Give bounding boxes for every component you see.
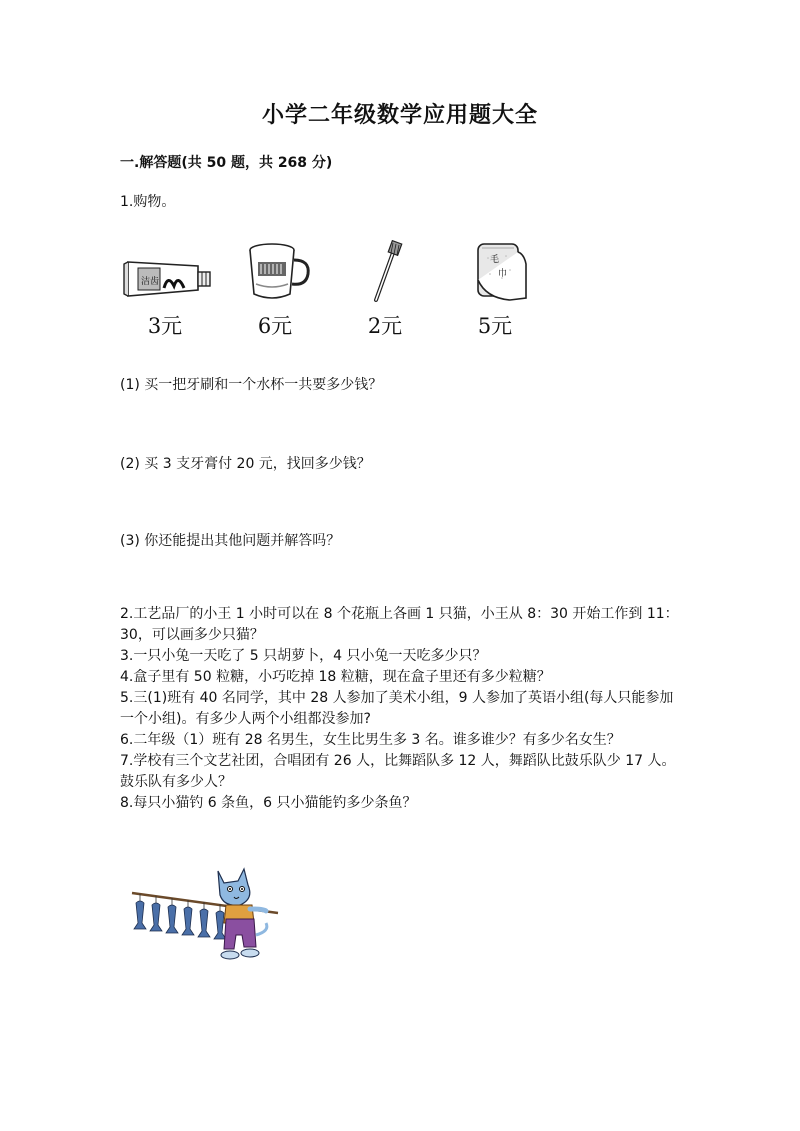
- toothbrush-item: [330, 240, 440, 340]
- cup-item: [220, 240, 330, 340]
- section-heading: 一.解答题(共 50 题，共 268 分): [120, 155, 333, 171]
- price-toothbrush: 2元: [367, 314, 403, 338]
- price-cup: 6元: [257, 314, 293, 338]
- toothpaste-icon: [120, 240, 220, 302]
- problem-7: 7.学校有三个文艺社团，合唱团有 26 人，比舞蹈队多 12 人，舞蹈队比鼓乐队少 17 人。鼓乐队有多少人？: [120, 753, 676, 790]
- toothbrush-icon: [340, 240, 440, 304]
- problem-5: 5.三(1)班有 40 名同学，其中 28 人参加了美术小组，9 人参加了英语小组(每人只能参加一个小组)。有多少人两个小组都没参加?: [120, 690, 674, 727]
- shopping-items: [110, 240, 550, 340]
- page-title: 小学二年级数学应用题大全: [261, 103, 538, 128]
- problem-6: 6.二年级（1）班有 28 名男生，女生比男生多 3 名。谁多谁少？有多少名女生？: [120, 732, 621, 748]
- towel-icon: [450, 240, 550, 304]
- problem-3: 3.一只小兔一天吃了 5 只胡萝卜，4 只小兔一天吃多少只？: [120, 648, 487, 664]
- towel-label-1: 毛: [490, 255, 500, 265]
- problem-2: 2.工艺品厂的小王 1 小时可以在 8 个花瓶上各画 1 只猫，小王从 8：30 开始工作到 11：30，可以画多少只猫？: [120, 606, 679, 643]
- sub-question-2: (2) 买 3 支牙膏付 20 元，找回多少钱？: [120, 456, 371, 472]
- price-toothpaste: 3元: [147, 314, 183, 338]
- towel-label-2: 巾: [498, 269, 508, 279]
- sub-question-1: (1) 买一把牙刷和一个水杯一共要多少钱？: [120, 377, 383, 393]
- problem-list: [120, 604, 680, 814]
- problem-8: 8.每只小猫钓 6 条鱼，6 只小猫能钓多少条鱼？: [120, 795, 417, 811]
- towel-item: [440, 240, 550, 340]
- cup-icon: [230, 240, 330, 304]
- question-1-title: 1.购物。: [120, 194, 176, 210]
- sub-question-3: (3) 你还能提出其他问题并解答吗？: [120, 533, 341, 549]
- cat-with-fish-illustration: [130, 865, 290, 979]
- price-towel: 5元: [477, 314, 513, 338]
- toothpaste-label: 洁齿: [141, 277, 160, 287]
- cat-fishing-icon: [130, 865, 290, 975]
- toothpaste-item: [110, 240, 220, 340]
- problem-4: 4.盒子里有 50 粒糖，小巧吃掉 18 粒糖，现在盒子里还有多少粒糖？: [120, 669, 551, 685]
